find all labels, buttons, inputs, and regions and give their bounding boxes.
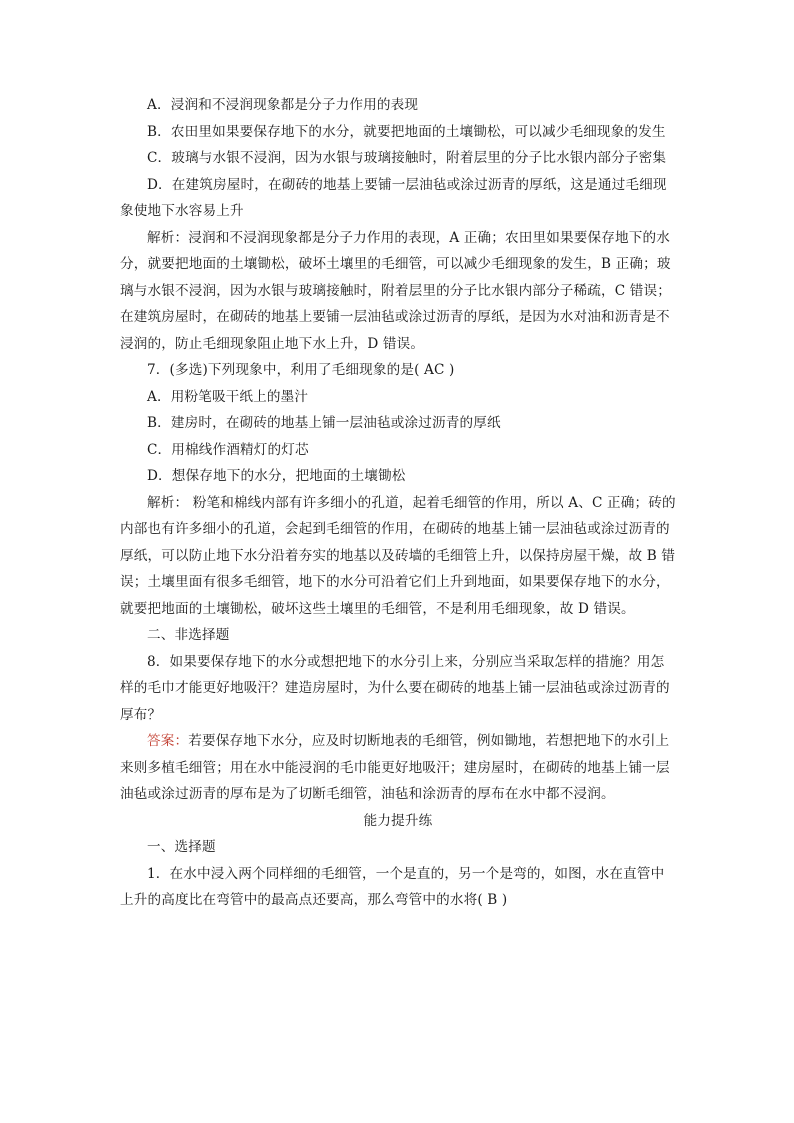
q7-analysis-line: 就要把地面的土壤锄松，破坏这些土壤里的毛细管，不是利用毛细现象，故 D 错误。 <box>120 600 635 617</box>
q8-stem-line: 样的毛巾才能更好地吸汗？建造房屋时，为什么要在砌砖的地基上铺一层油毡或涂过沥青的 <box>120 680 670 696</box>
q7-option-c: C．用棉线作酒精灯的灯芯 <box>147 441 309 458</box>
q7-option-d: D．想保存地下的水分，把地面的土壤锄松 <box>147 468 406 484</box>
q6-analysis-line: 璃与水银不浸润，因为水银与玻璃接触时，附着层里的分子比水银内部分子稀疏，C 错误； <box>120 282 672 299</box>
q8-answer-line: 油毡或涂过沥青的厚布是为了切断毛细管，油毡和涂沥青的厚布在水中都不浸润。 <box>120 786 615 802</box>
q6-option-b: B．农田里如果要保存地下的水分，就要把地面的土壤锄松，可以减少毛细现象的发生 <box>147 123 666 140</box>
section-title: 能力提升练 <box>363 812 433 829</box>
q7-analysis-line: 误；土壤里面有很多毛细管，地下的水分可沿着它们上升到地面，如果要保存地下的水分， <box>120 574 670 590</box>
part2-heading: 二、非选择题 <box>147 627 230 643</box>
q8-answer-line <box>120 728 676 755</box>
q6-option-c: C．玻璃与水银不浸润，因为水银与玻璃接触时，附着层里的分子比水银内部分子密集 <box>147 150 667 166</box>
q6-analysis-line: 浸润的，防止毛细现象阻止地下水上升，D 错误。 <box>120 335 425 352</box>
q7-option-b: B．建房时，在砌砖的地基上铺一层油毡或涂过沥青的厚纸 <box>147 415 501 431</box>
q6-analysis-line: 分，就要把地面的土壤锄松，破坏土壤里的毛细管，可以减少毛细现象的发生，B 正确；玻 <box>120 256 671 272</box>
q7-analysis-line: 厚纸，可以防止地下水分沿着夯实的地基以及砖墙的毛细管上升，以保持房屋干燥，故 B 错 <box>120 547 676 564</box>
q8-answer-text: 若要保存地下水分，应及时切断地表的毛细管，例如锄地，若想把地下的水引上 <box>188 733 670 749</box>
q1-stem-line: 1．在水中浸入两个同样细的毛细管，一个是直的，另一个是弯的，如图，水在直管中 <box>147 865 665 882</box>
q6-analysis-line: 解析：浸润和不浸润现象都是分子力作用的表现，A 正确；农田里如果要保存地下的水 <box>147 229 670 246</box>
q7-analysis-line: 内部也有许多细小的孔道，会起到毛细管的作用，在砌砖的地基上铺一层油毡或涂过沥青的 <box>120 521 670 537</box>
answer-label: 答案： <box>147 733 189 749</box>
q7-option-a: A．用粉笔吸干纸上的墨汁 <box>147 388 309 405</box>
q6-analysis-line: 在建筑房屋时，在砌砖的地基上要铺一层油毡或涂过沥青的厚纸，是因为水对油和沥青是不 <box>120 309 670 325</box>
part1-heading: 一、选择题 <box>147 839 216 855</box>
q6-option-a: A．浸润和不浸润现象都是分子力作用的表现 <box>147 97 419 113</box>
q7-stem: 7．(多选)下列现象中，利用了毛细现象的是( AC ) <box>147 362 455 378</box>
q6-option-d: D．在建筑房屋时，在砌砖的地基上要铺一层油毡或涂过沥青的厚纸，这是通过毛细现 <box>147 176 667 193</box>
q6-option-d-cont: 象使地下水容易上升 <box>120 203 244 219</box>
document-page <box>120 92 676 914</box>
q7-analysis-line: 解析： 粉笔和棉线内部有许多细小的孔道，起着毛细管的作用，所以 A、C 正确；砖的 <box>147 494 676 511</box>
q8-stem-line: 8．如果要保存地下的水分或想把地下的水分引上来，分别应当采取怎样的措施？用怎 <box>147 653 665 670</box>
q8-stem-line: 厚布？ <box>120 706 162 723</box>
q1-stem-line: 上升的高度比在弯管中的最高点还要高，那么弯管中的水将( B ) <box>120 892 508 908</box>
q8-answer-line: 来则多植毛细管；用在水中能浸润的毛巾能更好地吸汗；建房屋时，在砌砖的地基上铺一层 <box>120 759 670 776</box>
